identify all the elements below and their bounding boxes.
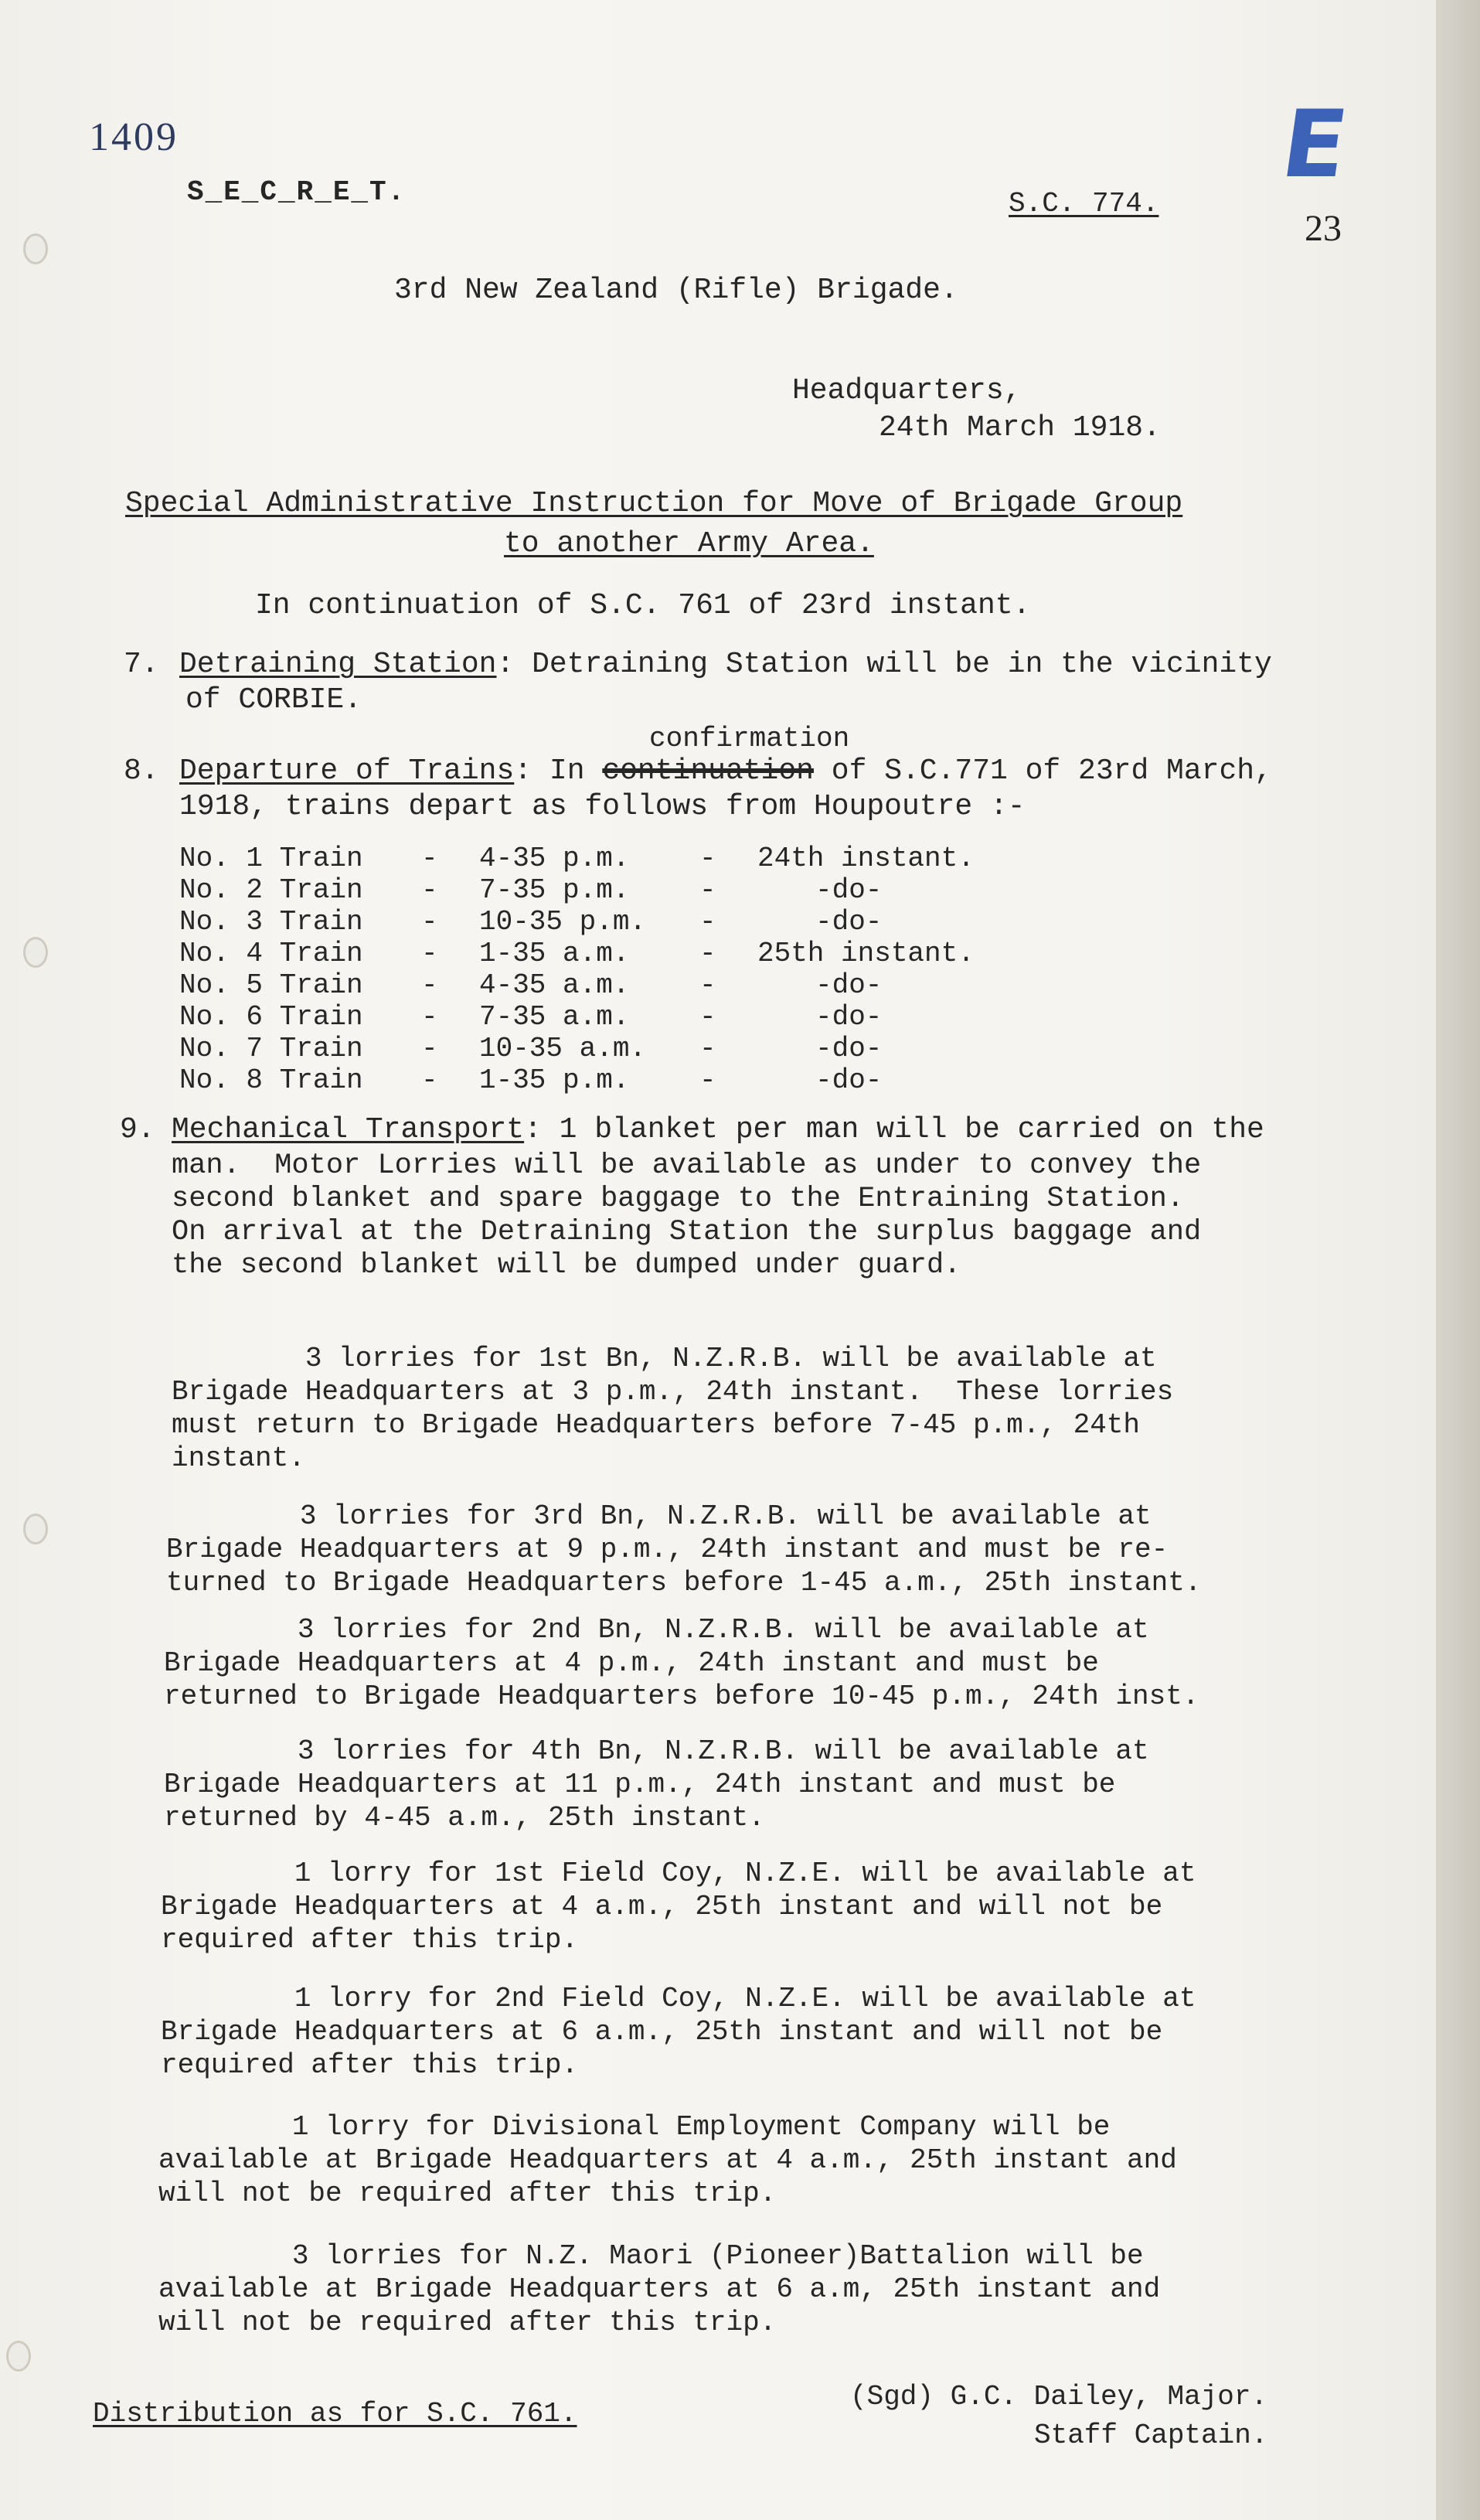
train-sep2: - <box>699 1001 716 1033</box>
train-sep2: - <box>699 938 716 969</box>
section-8-text-post: of S.C.771 of 23rd March, <box>831 754 1272 788</box>
classification: S_E_C_R_E_T. <box>187 176 407 208</box>
section-8-line-2: 1918, trains depart as follows from Houpoutre :- <box>179 790 1026 823</box>
section-9-heading: Mechanical Transport <box>172 1113 525 1146</box>
train-time: 1-35 a.m. <box>479 938 630 969</box>
section-7-text: : Detraining Station will be in the vicinity <box>496 648 1272 681</box>
section-8-heading: Departure of Trains <box>179 754 515 788</box>
train-date: -do- <box>815 1001 883 1033</box>
train-time: 10-35 p.m. <box>479 906 647 938</box>
title-line-1: Special Administrative Instruction for Move of Brigade Group <box>125 487 1183 520</box>
train-sep1: - <box>421 1064 438 1096</box>
train-sep1: - <box>421 874 438 906</box>
train-name: No. 7 Train <box>179 1033 363 1064</box>
lorry-paragraph-2: 3 lorries for 3rd Bn, N.Z.R.B. will be available at Brigade Headquarters at 9 p.m., 24th instant and must be re- turned to Brigade Headquarters before 1-45 a.m., 25th instant. <box>166 1500 1202 1599</box>
punch-hole <box>23 937 48 968</box>
section-9-intro: man. Motor Lorries will be available as under to convey the second blanket and spare baggage to the Entraining Station. On arrival at the Detraining Station the surplus baggage and the second blanket will be dumped under guard. <box>172 1149 1202 1282</box>
page-number: 23 <box>1305 208 1342 249</box>
section-8-struck-word: continuation <box>602 754 814 788</box>
reference-number: S.C. 774. <box>1009 188 1159 220</box>
train-name: No. 1 Train <box>179 843 363 874</box>
train-sep1: - <box>421 938 438 969</box>
signature-line: (Sgd) G.C. Dailey, Major. <box>850 2381 1268 2413</box>
lorry-paragraph-6: 1 lorry for 2nd Field Coy, N.Z.E. will be available at Brigade Headquarters at 6 a.m., 25th instant and will not be required after this trip. <box>161 1983 1196 2081</box>
train-time: 7-35 p.m. <box>479 874 630 906</box>
train-sep1: - <box>421 843 438 874</box>
title-line-2: to another Army Area. <box>504 527 874 560</box>
train-time: 4-35 a.m. <box>479 969 630 1001</box>
section-7-line-2: of CORBIE. <box>185 683 362 717</box>
distribution-line: Distribution as for S.C. 761. <box>93 2398 577 2430</box>
train-sep1: - <box>421 1033 438 1064</box>
train-sep1: - <box>421 969 438 1001</box>
document-date: 24th March 1918. <box>879 411 1161 444</box>
train-sep2: - <box>699 1064 716 1096</box>
train-sep1: - <box>421 1001 438 1033</box>
train-time: 1-35 p.m. <box>479 1064 630 1096</box>
train-name: No. 4 Train <box>179 938 363 969</box>
train-sep2: - <box>699 874 716 906</box>
train-sep2: - <box>699 969 716 1001</box>
lorry-paragraph-3: 3 lorries for 2nd Bn, N.Z.R.B. will be available at Brigade Headquarters at 4 p.m., 24th instant and must be returned to Brigade Headquarters before 10-45 p.m., 24th inst. <box>164 1614 1199 1712</box>
train-sep2: - <box>699 1033 716 1064</box>
section-8-line-1 <box>179 754 1272 788</box>
train-date: -do- <box>815 874 883 906</box>
section-8-correction: confirmation <box>649 723 850 754</box>
train-time: 10-35 a.m. <box>479 1033 647 1064</box>
lorry-paragraph-4: 3 lorries for 4th Bn, N.Z.R.B. will be available at Brigade Headquarters at 11 p.m., 24th instant and must be returned by 4-45 a.m., 25th instant. <box>164 1735 1149 1834</box>
paper-edge <box>1436 0 1480 2520</box>
train-name: No. 5 Train <box>179 969 363 1001</box>
section-9-line-1 <box>172 1113 1264 1146</box>
lorry-paragraph-1: 3 lorries for 1st Bn, N.Z.R.B. will be available at Brigade Headquarters at 3 p.m., 24th instant. These lorries must return to Brigade Headquarters before 7-45 p.m., 24th instant. <box>172 1343 1174 1474</box>
train-sep2: - <box>699 843 716 874</box>
signature-title: Staff Captain. <box>1034 2420 1268 2451</box>
section-8-text-pre: : In <box>514 754 585 788</box>
train-sep1: - <box>421 906 438 938</box>
section-7-heading: Detraining Station <box>179 648 497 681</box>
train-time: 7-35 a.m. <box>479 1001 630 1033</box>
annotation-letter: E <box>1275 91 1354 199</box>
train-sep2: - <box>699 906 716 938</box>
train-date: -do- <box>815 1033 883 1064</box>
punch-hole <box>23 1514 48 1544</box>
punch-hole <box>23 233 48 264</box>
lorry-paragraph-5: 1 lorry for 1st Field Coy, N.Z.E. will be available at Brigade Headquarters at 4 a.m., 25th instant and will not be required after this trip. <box>161 1858 1196 1956</box>
intro-line: In continuation of S.C. 761 of 23rd instant. <box>255 589 1031 622</box>
train-date: -do- <box>815 1064 883 1096</box>
section-9-intro-line-1: : 1 blanket per man will be carried on the <box>524 1113 1264 1146</box>
file-number: 1409 <box>89 115 179 159</box>
section-9-number: 9. <box>120 1113 155 1146</box>
train-date: 25th instant. <box>757 938 975 969</box>
section-8-number: 8. <box>124 754 159 788</box>
unit-name: 3rd New Zealand (Rifle) Brigade. <box>394 274 958 307</box>
lorry-paragraph-7: 1 lorry for Divisional Employment Company will be available at Brigade Headquarters at 4 a.m., 25th instant and will not be required after this trip. <box>158 2111 1177 2209</box>
punch-hole <box>6 2341 31 2372</box>
train-date: -do- <box>815 969 883 1001</box>
train-time: 4-35 p.m. <box>479 843 630 874</box>
location: Headquarters, <box>792 374 1022 407</box>
train-name: No. 3 Train <box>179 906 363 938</box>
lorry-paragraph-8: 3 lorries for N.Z. Maori (Pioneer)Battalion will be available at Brigade Headquarters at 6 a.m, 25th instant and will not be required after this trip. <box>158 2240 1161 2338</box>
section-7-number: 7. <box>124 648 159 681</box>
train-date: -do- <box>815 906 883 938</box>
train-name: No. 6 Train <box>179 1001 363 1033</box>
train-name: No. 8 Train <box>179 1064 363 1096</box>
train-date: 24th instant. <box>757 843 975 874</box>
section-7-line-1 <box>179 648 1272 681</box>
train-name: No. 2 Train <box>179 874 363 906</box>
